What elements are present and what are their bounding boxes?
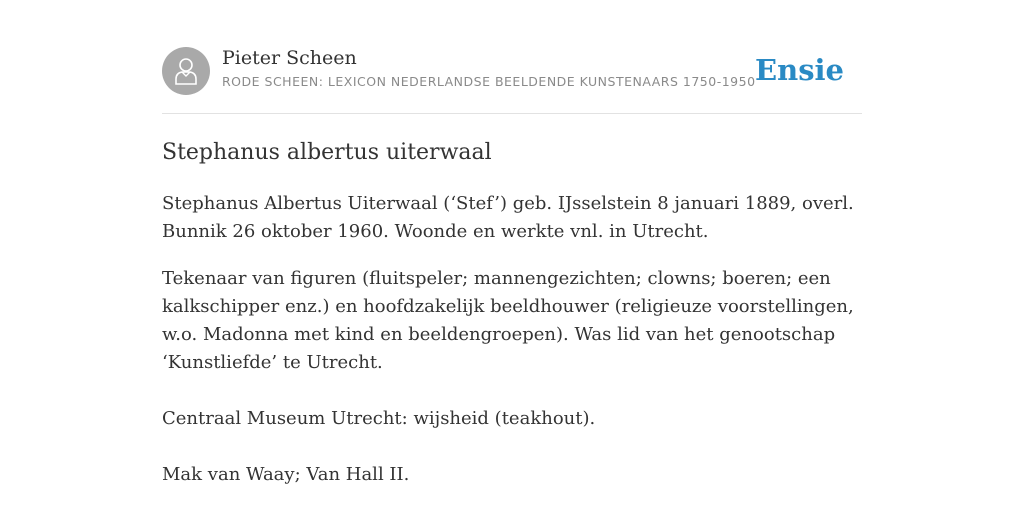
paragraph-biography: Stephanus Albertus Uiterwaal (‘Stef’) geb. IJsselstein 8 januari 1889, overl. Bunnik 26 oktober 1960. Woonde en werkte vnl. in Utrecht. [162, 193, 854, 242]
page [162, 0, 862, 512]
user-icon [174, 57, 198, 85]
paragraph-references: Mak van Waay; Van Hall II. [162, 464, 410, 485]
brand-logo[interactable]: Ensie [755, 53, 844, 87]
article-title: Stephanus albertus uiterwaal [162, 140, 492, 165]
avatar[interactable] [162, 47, 210, 95]
author-header [162, 46, 862, 96]
author-name[interactable]: Pieter Scheen [222, 47, 357, 69]
source-title[interactable]: RODE SCHEEN: LEXICON NEDERLANDSE BEELDENDE KUNSTENAARS 1750-1950 [222, 74, 756, 89]
paragraph-collection: Centraal Museum Utrecht: wijsheid (teakhout). [162, 408, 596, 429]
paragraph-description: Tekenaar van figuren (fluitspeler; mannengezichten; clowns; boeren; een kalkschipper enz.) en hoofdzakelijk beeldhouwer (religieuze voorstellingen, w.o. Madonna met kind en beeldengroepen). Was lid van het genootschap ‘Kunstliefde’ te Utrecht. [162, 268, 854, 373]
article-body [162, 190, 862, 508]
header-divider [162, 113, 862, 114]
